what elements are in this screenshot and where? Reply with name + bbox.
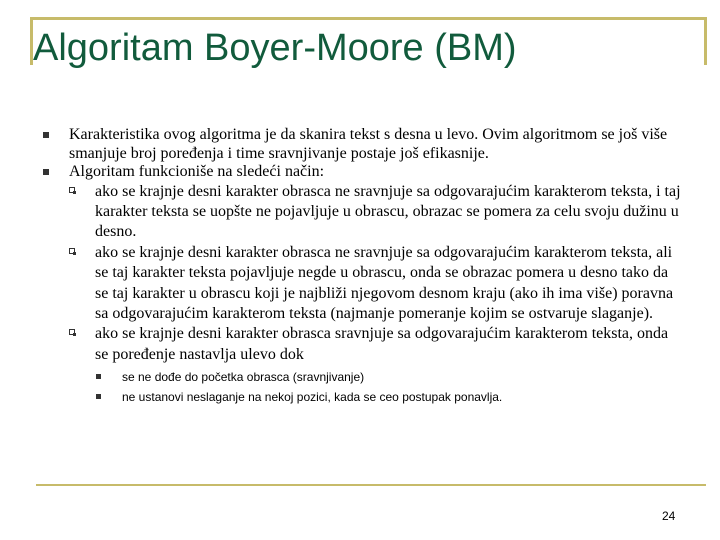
- square-bullet-icon: [43, 169, 49, 175]
- sub-item: [68, 243, 682, 325]
- bullet-item-characteristics: [42, 126, 682, 163]
- bullet-text: Algoritam funkcioniše na sledeći način:: [69, 163, 325, 180]
- bullet-item-how-it-works: [42, 163, 682, 182]
- sub-sub-list: [95, 367, 682, 407]
- hollow-square-bullet-icon: [69, 329, 75, 335]
- slide-title: Algoritam Boyer-Moore (BM): [33, 27, 517, 69]
- page-number: 24: [662, 509, 676, 523]
- sub-sub-item-text: ne ustanovi neslaganje na nekoj pozici, kada se ceo postupak ponavlja.: [122, 390, 503, 405]
- sub-sub-item-text: se ne dođe do početka obrasca (sravnjivanje): [122, 370, 365, 385]
- square-bullet-icon: [96, 374, 101, 379]
- sub-sub-item: [95, 367, 682, 387]
- sub-item: [68, 324, 682, 365]
- sub-item-text: ako se krajnje desni karakter obrasca ne sravnjuje sa odgovarajućim karakterom teksta, i taj karakter teksta se uopšte ne pojavljuje u obrascu, obrazac se pomera za celu svoju dužinu u desno.: [95, 182, 681, 241]
- sub-sub-item: [95, 387, 682, 407]
- square-bullet-icon: [43, 132, 49, 138]
- title-frame-right-border: [704, 17, 707, 65]
- sub-item: [68, 182, 682, 243]
- hollow-square-bullet-icon: [69, 187, 75, 193]
- bullet-text: Karakteristika ovog algoritma je da skanira tekst s desna u levo. Ovim algoritmom se još više smanjuje broj poređenja i time sravnjivanje postaje još efikasnije.: [69, 126, 668, 162]
- title-frame-top-border: [30, 17, 706, 20]
- sub-item-text: ako se krajnje desni karakter obrasca ne sravnjuje sa odgovarajućim karakterom teksta, ali se taj karakter teksta pojavljuje negde u obrascu, onda se obrazac pomera u desno tako da se taj karakter u obrascu koji je najbliži njegovom desnom kraju (ako ih ima više) poravna sa odgovarajućim karakterom teksta (najmanje pomeranje kojim se ostvaruje slaganje).: [95, 243, 674, 322]
- sub-list: [68, 182, 682, 366]
- footer-divider: [36, 484, 706, 486]
- hollow-square-bullet-icon: [69, 248, 75, 254]
- square-bullet-icon: [96, 394, 101, 399]
- sub-item-text: ako se krajnje desni karakter obrasca sravnjuje sa odgovarajućim karakterom teksta, onda se poređenje nastavlja ulevo dok: [95, 325, 669, 363]
- slide-content: [42, 126, 682, 407]
